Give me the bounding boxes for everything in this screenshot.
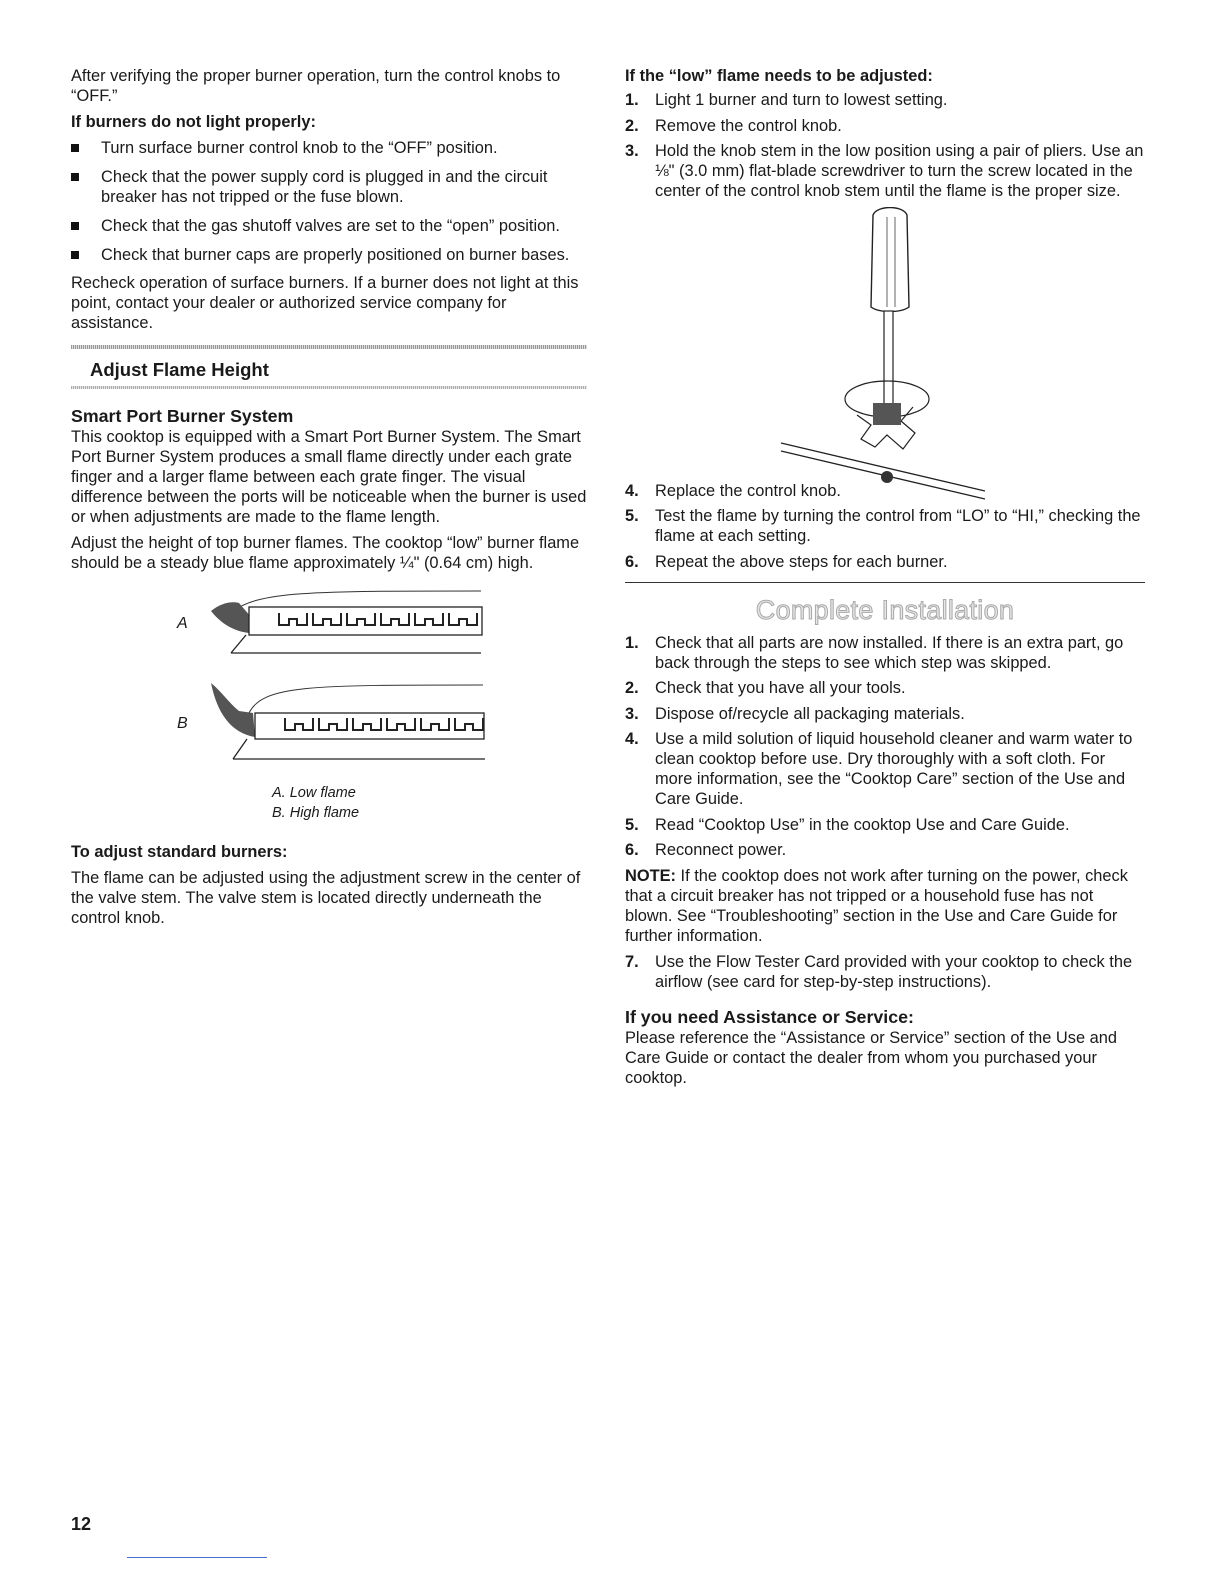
bullet-icon xyxy=(71,173,79,181)
screwdriver-figure xyxy=(625,207,1145,507)
caption-high-flame: B. High flame xyxy=(272,805,360,821)
list-item: Turn surface burner control knob to the “OFF” position. xyxy=(71,138,587,158)
bullet-icon xyxy=(71,144,79,152)
section-title: Adjust Flame Height xyxy=(90,359,269,380)
standard-burners-text: The flame can be adjusted using the adjustment screw in the center of the valve stem. The valve stem is located directly underneath the control knob. xyxy=(71,869,581,927)
list-item: 2. Check that you have all your tools. xyxy=(625,679,906,697)
not-light-heading: If burners do not light properly: xyxy=(71,113,316,131)
right-column xyxy=(625,66,1145,1088)
flow-tester-step xyxy=(625,952,1145,992)
list-item: 1. Check that all parts are now installed. If there is an extra part, go back through the steps to see which step was skipped. xyxy=(625,633,1124,672)
list-item: Check that the power supply cord is plugged in and the circuit breaker has not tripped or the fuse blown. xyxy=(71,167,587,207)
caption-low-flame: A. Low flame xyxy=(272,785,356,801)
list-item: 3. Dispose of/recycle all packaging materials. xyxy=(625,704,965,723)
list-item: 1. Light 1 burner and turn to lowest setting. xyxy=(625,91,948,109)
smart-port-text: This cooktop is equipped with a Smart Port Burner System. The Smart Port Burner System produces a small flame directly under each grate finger and a larger flame between each grate finger. The visual difference between the ports will be noticeable when the burner is used or when adjustments are made to the flame length. xyxy=(71,428,587,526)
list-item: 5. Read “Cooktop Use” in the cooktop Use and Care Guide. xyxy=(625,815,1070,834)
note-label: NOTE: xyxy=(625,866,676,885)
bullet-icon xyxy=(71,222,79,230)
complete-installation-title: Complete Installation xyxy=(755,594,1015,625)
figure-label-a: A xyxy=(177,615,188,632)
list-item: 2. Remove the control knob. xyxy=(625,116,842,135)
list-item: 6. Reconnect power. xyxy=(625,841,787,859)
low-flame-burner xyxy=(211,591,482,653)
section-divider-bottom xyxy=(71,386,587,389)
list-item: 3. Hold the knob stem in the low position using a pair of pliers. Use an ⅛" (3.0 mm) flat-blade screwdriver to turn the screw located in the center of the control knob stem until the flame is the proper size. xyxy=(625,142,1144,200)
flame-figure xyxy=(71,573,587,821)
list-item: 7. Use the Flow Tester Card provided with your cooktop to check the airflow (see card for step-by-step instructions). xyxy=(625,952,1133,991)
high-flame-burner xyxy=(211,683,485,759)
page-number: 12 xyxy=(71,1514,92,1534)
smart-port-title: Smart Port Burner System xyxy=(71,406,294,426)
burner-flame-diagram xyxy=(71,573,587,818)
assistance-heading: If you need Assistance or Service: xyxy=(625,1006,914,1027)
list-item: Check that burner caps are properly positioned on burner bases. xyxy=(71,245,587,265)
bullet-icon xyxy=(71,251,79,259)
screwdriver-diagram xyxy=(625,207,1145,507)
footer-line xyxy=(127,1557,267,1558)
list-item: 5. Test the flame by turning the control from “LO” to “HI,” checking the flame at each setting. xyxy=(625,507,1141,545)
note-text: NOTE: If the cooktop does not work after turning on the power, check that a circuit breaker has not tripped or a household fuse has not blown. See “Troubleshooting” section in the Use and Care Guide for further information. xyxy=(625,866,1128,945)
low-flame-heading: If the “low” flame needs to be adjusted: xyxy=(625,67,933,85)
complete-steps xyxy=(625,633,1145,861)
figure-label-b: B xyxy=(177,715,188,732)
left-column xyxy=(71,66,587,928)
standard-burners-heading: To adjust standard burners: xyxy=(71,843,288,861)
list-item: Check that the gas shutoff valves are set to the “open” position. xyxy=(71,216,587,236)
section-rule xyxy=(625,582,1145,583)
adjust-text: Adjust the height of top burner flames. The cooktop “low” burner flame should be a steady blue flame approximately ¼" (0.64 cm) high. xyxy=(71,534,580,572)
low-flame-steps xyxy=(625,90,1145,201)
recheck-text: Recheck operation of surface burners. If a burner does not light at this point, contact your dealer or authorized service company for assistance. xyxy=(71,274,579,332)
intro-text: After verifying the proper burner operation, turn the control knobs to “OFF.” xyxy=(71,67,561,105)
list-item: 6. Repeat the above steps for each burner. xyxy=(625,552,948,571)
troubleshoot-list xyxy=(71,138,587,265)
list-item: 4. Replace the control knob. xyxy=(625,481,841,500)
assistance-text: Please reference the “Assistance or Service” section of the Use and Care Guide or contact the dealer from whom you purchased your cooktop. xyxy=(625,1028,1117,1087)
list-item: 4. Use a mild solution of liquid household cleaner and warm water to clean cooktop before use. Dry thoroughly with a soft cloth. For more information, see the “Cooktop Care” section of the Use and Care Guide. xyxy=(625,730,1133,808)
